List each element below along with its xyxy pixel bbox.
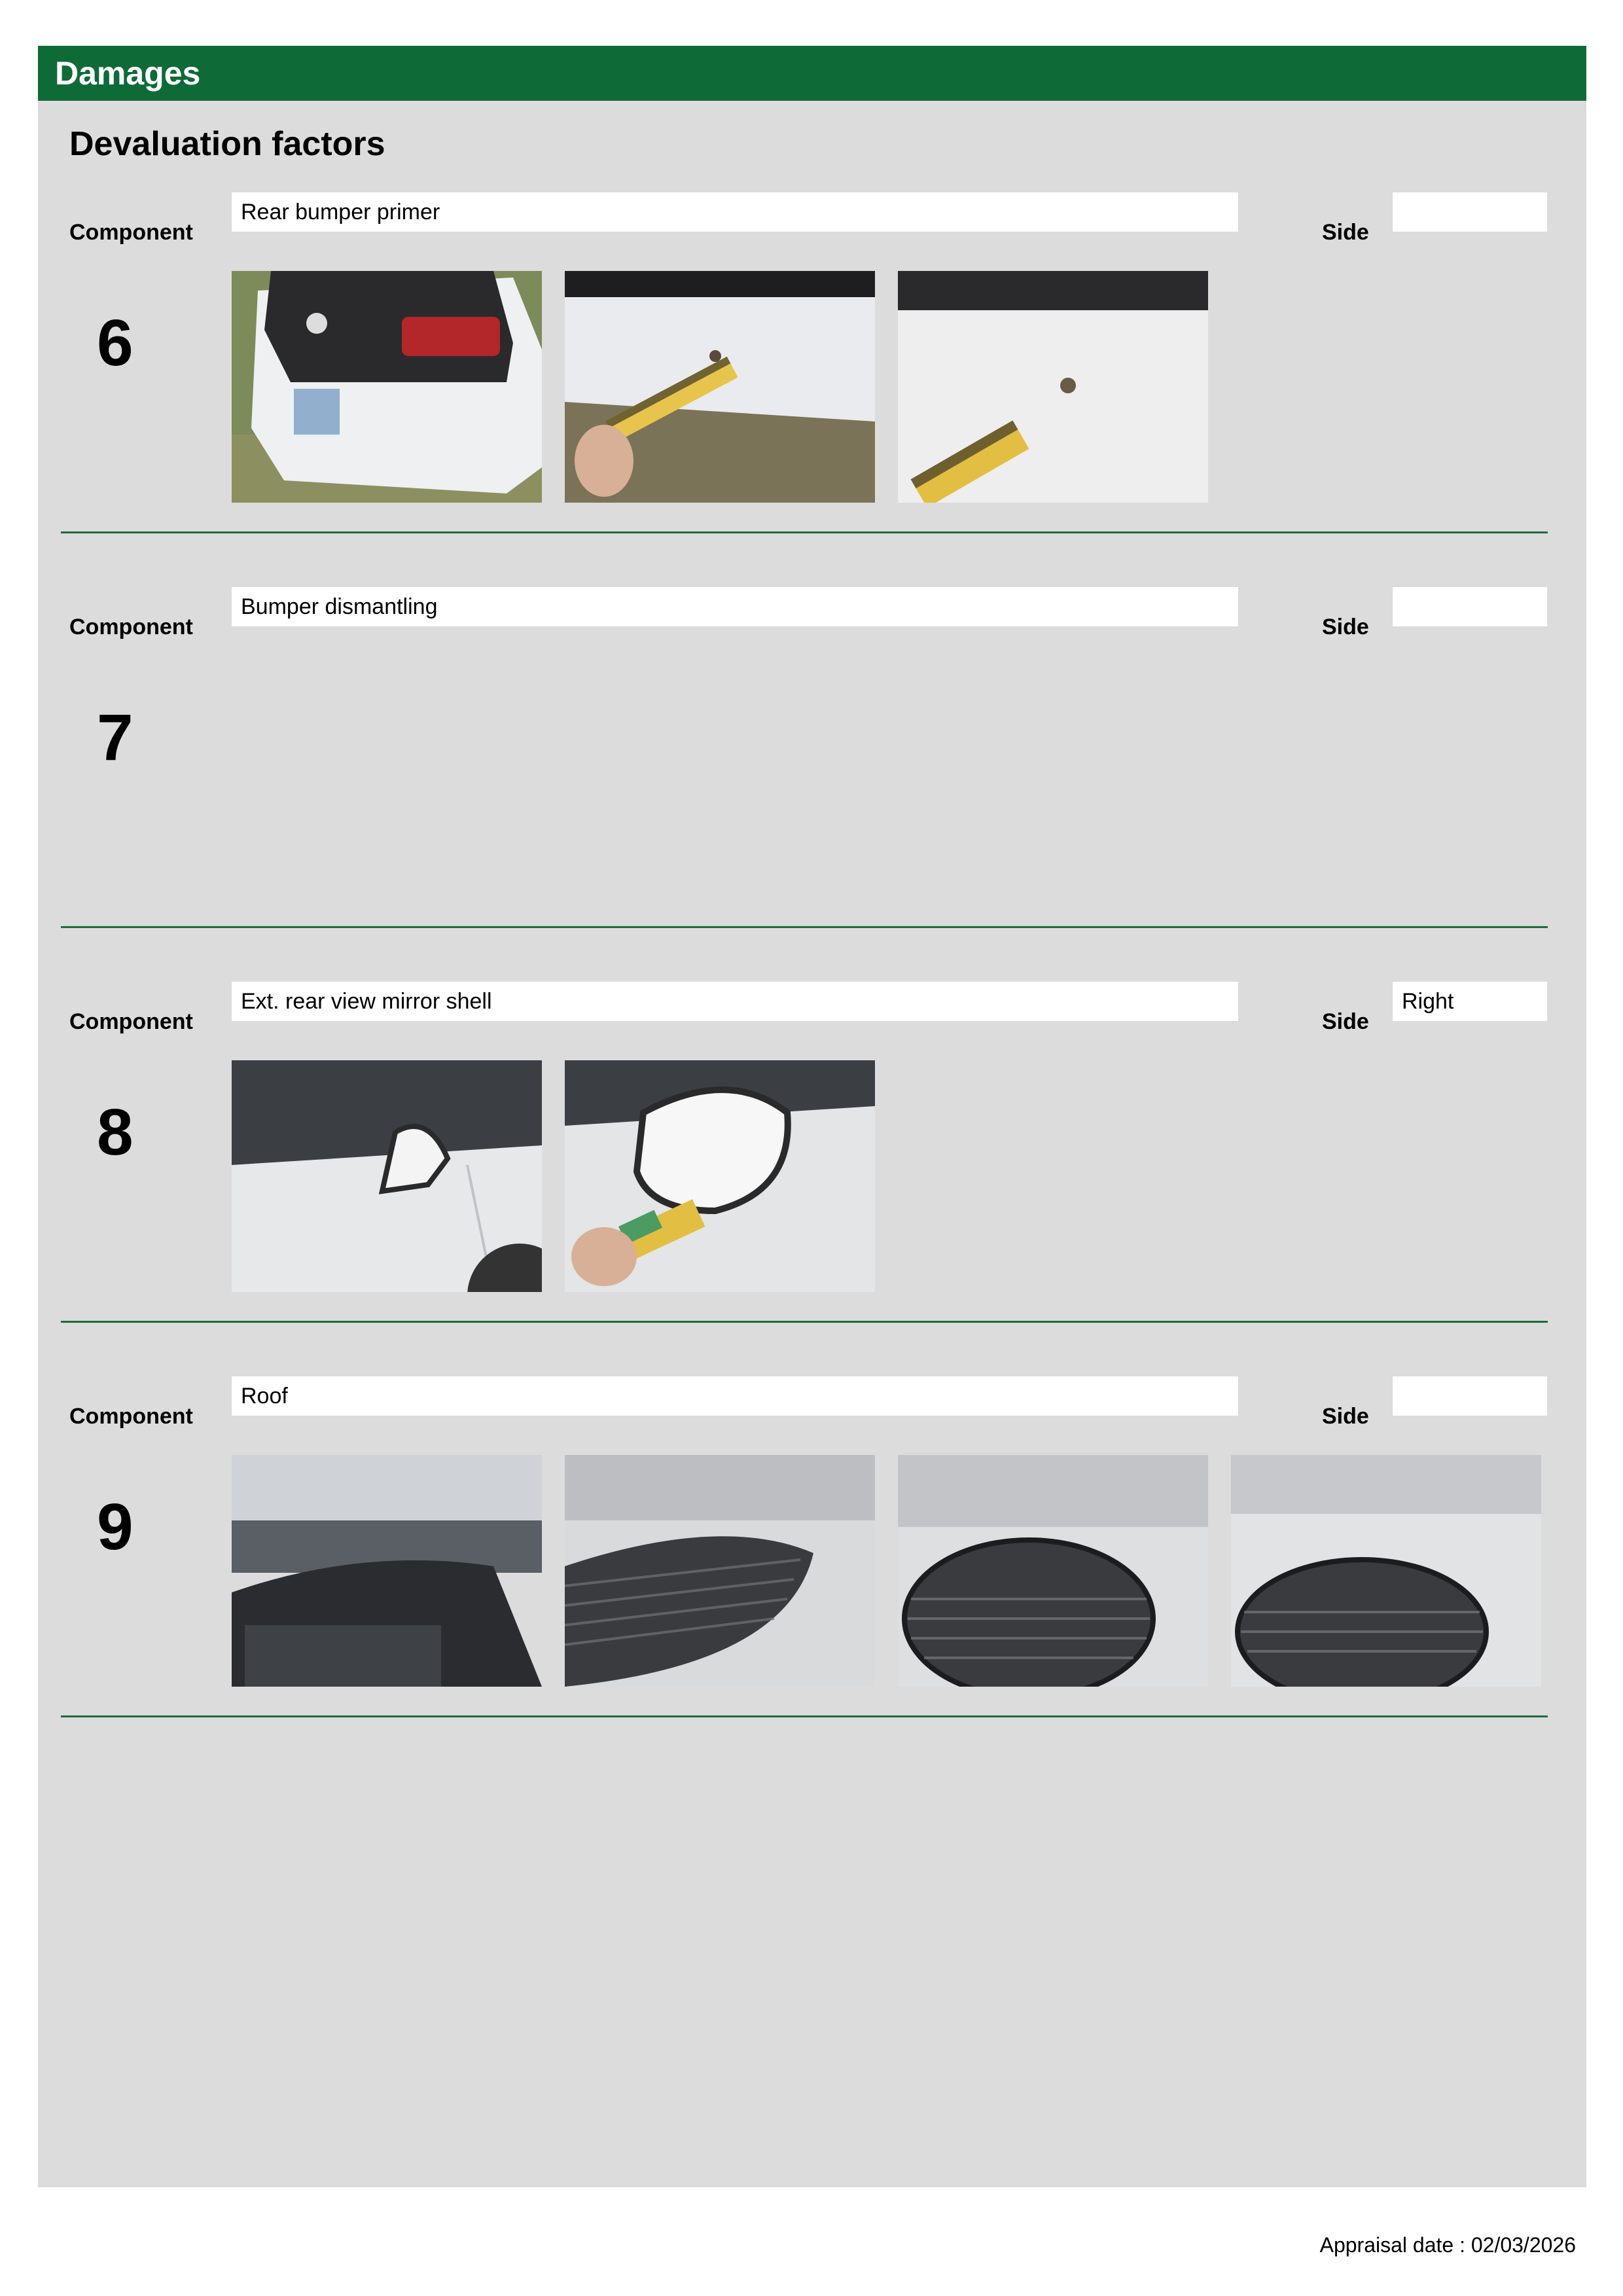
component-label: Component bbox=[69, 1009, 193, 1034]
component-field: Roof bbox=[232, 1376, 1238, 1416]
roof-closeup-icon[interactable] bbox=[898, 1455, 1208, 1687]
side-field bbox=[1393, 1376, 1547, 1416]
appraisal-date: Appraisal date : 02/03/2026 bbox=[1319, 2233, 1576, 2257]
divider bbox=[61, 531, 1548, 533]
page-header: Damages bbox=[38, 46, 1586, 101]
side-field bbox=[1393, 192, 1547, 232]
bumper-measure-icon[interactable] bbox=[898, 271, 1208, 503]
component-label: Component bbox=[69, 615, 193, 639]
side-field: Right bbox=[1393, 982, 1547, 1021]
component-field: Ext. rear view mirror shell bbox=[232, 982, 1238, 1021]
side-label: Side bbox=[1322, 615, 1369, 639]
component-label: Component bbox=[69, 220, 193, 245]
side-label: Side bbox=[1322, 1009, 1369, 1034]
damage-number: 8 bbox=[97, 1096, 134, 1169]
car-roof-icon[interactable] bbox=[232, 1455, 542, 1687]
side-field bbox=[1393, 587, 1547, 626]
divider bbox=[61, 1715, 1548, 1717]
divider bbox=[61, 1321, 1548, 1323]
component-label: Component bbox=[69, 1404, 193, 1429]
damage-number: 7 bbox=[97, 701, 134, 774]
component-field: Rear bumper primer bbox=[232, 192, 1238, 232]
damage-block bbox=[38, 192, 1586, 587]
car-rear-icon[interactable] bbox=[232, 271, 542, 503]
roof-closeup-icon[interactable] bbox=[565, 1455, 875, 1687]
damage-block bbox=[38, 587, 1586, 982]
damage-block bbox=[38, 1376, 1586, 1771]
component-field: Bumper dismantling bbox=[232, 587, 1238, 626]
section-title: Devaluation factors bbox=[69, 125, 385, 163]
mirror-measure-icon[interactable] bbox=[565, 1060, 875, 1292]
damage-number: 9 bbox=[97, 1490, 134, 1564]
divider bbox=[61, 926, 1548, 928]
side-label: Side bbox=[1322, 220, 1369, 245]
bumper-measure-icon[interactable] bbox=[565, 271, 875, 503]
damages-sheet bbox=[38, 46, 1586, 2187]
damage-block bbox=[38, 982, 1586, 1376]
damage-number: 6 bbox=[97, 306, 134, 380]
car-side-mirror-icon[interactable] bbox=[232, 1060, 542, 1292]
side-label: Side bbox=[1322, 1404, 1369, 1429]
roof-closeup-icon[interactable] bbox=[1231, 1455, 1541, 1687]
